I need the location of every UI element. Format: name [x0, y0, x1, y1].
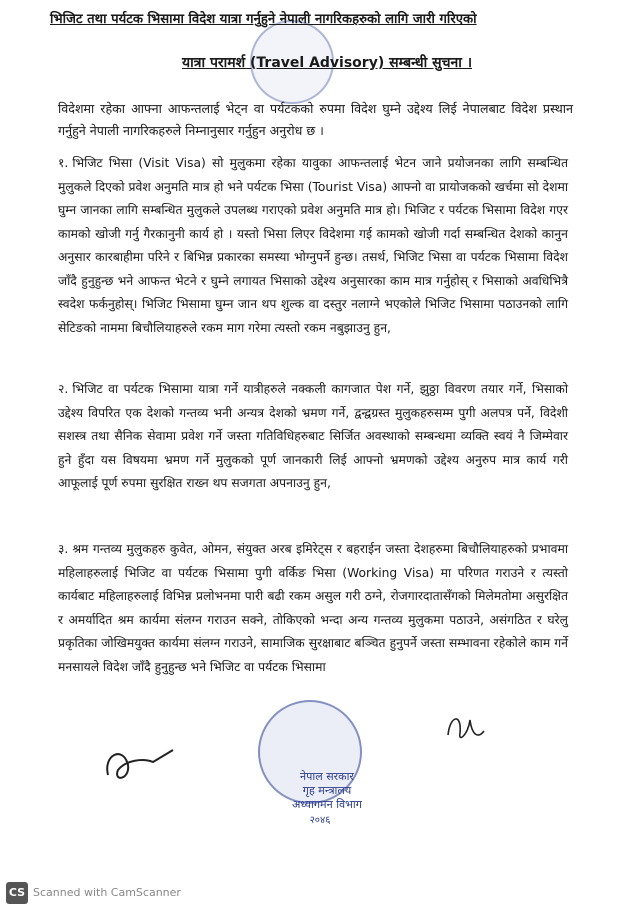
signature-right-icon	[440, 705, 490, 750]
notice-heading-line2: यात्रा परामर्श (Travel Advisory) सम्बन्धी सुचना ।	[181, 55, 473, 71]
paragraph-number: २.	[58, 382, 69, 396]
paragraph-3	[58, 538, 568, 679]
paragraph-number: १.	[58, 156, 69, 170]
seal-line: नेपाल सरकार	[300, 770, 354, 783]
seal-number: २०४६	[309, 815, 331, 826]
paragraph-number: ३.	[58, 542, 69, 556]
paragraph-text: श्रम गन्तव्य मुलुकहरु कुवेत, ओमन, संयुक्त अरब इमिरेट्स र बहराईन जस्ता देशहरुमा बिचौलियाहरुको प्रभावमा महिलाहरुलाई भिजिट वा पर्यटक भिसामा पुगी वर्किङ भिसा (Working Visa) मा परिणत गराउने र त्यस्तो कार्यबाट महिलाहरुलाई विभिन्न प्रलोभनमा पारी बढी रकम असुल गरी ठग्ने, रोजगारदातासँगको मिलेमतोमा असुरक्षित र अमर्यादित श्रम कार्यमा संलग्न गराउन सक्ने, तोकिएको भन्दा अन्य गन्तव्य मुलुकमा पठाउने, असंगठित र घरेलु प्रकृतिका जोखिमयुक्त कार्यमा संलग्न गराउने, सामाजिक सुरक्षाबाट बञ्चित हुनुपर्ने जस्ता सम्भावना रहेकोले काम गर्ने मनसायले विदेश जाँदै हुनुहुन्छ भने भिजिट वा पर्यटक भिसामा	[58, 542, 568, 674]
signature-left-icon	[98, 740, 178, 790]
paragraph-1	[58, 152, 568, 340]
seal-line: अध्यागमन विभाग	[292, 798, 362, 811]
paragraph-2	[58, 378, 568, 496]
paragraph-text: भिजिट वा पर्यटक भिसामा यात्रा गर्ने यात्रीहरुले नक्कली कागजात पेश गर्ने, झुठ्ठा विवरण तयार गर्ने, भिसाको उद्देश्य विपरित एक देशको गन्तव्य भनी अन्यत्र देशको भ्रमण गर्ने, द्वन्द्वग्रस्त मुलुकहरुसम्म पुगी अलपत्र पर्ने, विदेशी सशस्त्र तथा सैनिक सेवामा प्रवेश गर्ने जस्ता गतिविधिहरुबाट सिर्जित अवस्थाको सम्बन्धमा व्यक्ति स्वयं नै जिम्मेवार हुने हुँदा यस विषयमा भ्रमण गर्ने मुलुकको पूर्ण जानकारी लिई आफ्नो भ्रमणको उद्देश्य अनुरुप मात्र कार्य गरी आफूलाई पूर्ण रुपमा सुरक्षित राख्न थप सजगता अपनाउनु हुन,	[58, 382, 568, 490]
seal-text	[272, 770, 382, 812]
scanner-watermark-text: Scanned with CamScanner	[33, 886, 181, 899]
notice-heading-line1: भिजिट तथा पर्यटक भिसामा विदेश यात्रा गर्नुहुने नेपाली नागरिकहरुको लागि जारी गरिएको	[50, 12, 477, 27]
camscanner-logo-icon: CS	[6, 882, 28, 904]
intro-paragraph: विदेशमा रहेका आफ्ना आफन्तलाई भेट्न वा पर्यटकको रुपमा विदेश घुम्ने उद्देश्य लिई नेपालबाट विदेश प्रस्थान गर्नुहुने नेपाली नागरिकहरुले निम्नानुसार गर्नुहुन अनुरोध छ ।	[58, 101, 573, 138]
seal-line: गृह मन्त्रालय	[302, 784, 352, 797]
paragraph-text: भिजिट भिसा (Visit Visa) सो मुलुकमा रहेका यावुका आफन्तलाई भेटन जाने प्रयोजनका लागि सम्बन्धित मुलुकले दिएको प्रवेश अनुमति मात्र हो भने पर्यटक भिसा (Tourist Visa) आफ्नो वा प्रायोजकको खर्चमा सो देशमा घुम्न जानका लागि सम्बन्धित मुलुकले उपलब्ध गराएको प्रवेश अनुमति मात्र हो। भिजिट र पर्यटक भिसामा विदेश गएर कामको खोजी गर्नु गैरकानुनी कार्य हो । यस्तो भिसा लिएर विदेशमा गई कामको खोजी गर्दा सम्बन्धित देशको कानुन अनुसार कारबाहीमा परिने र बिभिन्न प्रकारका समस्या भोग्नुपर्ने हुन्छ। तसर्थ, भिजिट भिसा वा पर्यटक भिसामा विदेश जाँदै हुनुहुन्छ भने आफन्त भेटने र घुम्ने लगायत भिसाको उद्देश्य अनुसारका काम मात्र गर्नुहोस् र भिसाको अवधिभित्रै स्वदेश फर्कनुहोस्। भिजिट भिसामा घुम्न जान थप शुल्क वा दस्तुर नलाग्ने भएकोले भिजिट भिसामा पठाउनको लागि सेटिङको नाममा बिचौलियाहरुले रकम माग गरेमा त्यस्तो रकम नबुझाउनु हुन,	[58, 156, 568, 335]
